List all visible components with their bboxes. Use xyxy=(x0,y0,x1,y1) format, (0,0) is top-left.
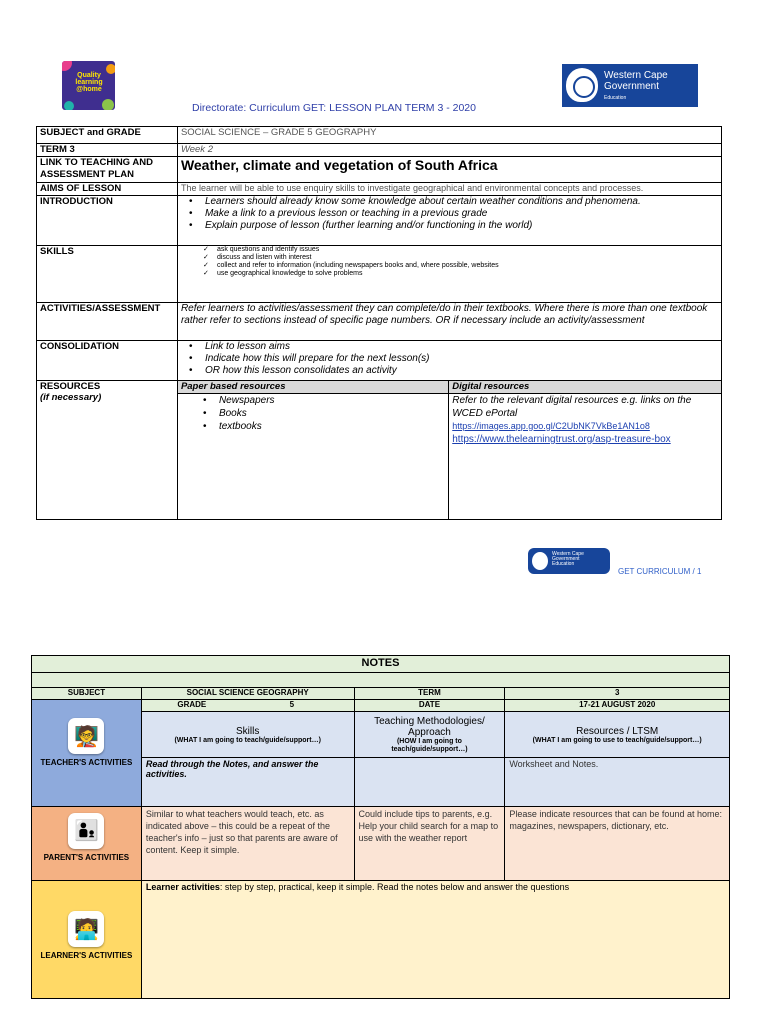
table-row: CONSOLIDATION • Link to lesson aims • Indicate how this will prepare for the next lesson(s) • OR how this lesson consolidates an activity xyxy=(37,340,722,380)
list-item: • Make a link to a previous lesson or teaching in a previous grade xyxy=(189,208,718,220)
table-row: 👨‍👦 PARENT'S ACTIVITIES Similar to what teachers would teach, etc. as indicated above – this could be a repeat of the teacher's info – just so that parents are aware of content. Keep it simple. Could include tips to parents, e.g. Help your child search for a map to use with the weather report Please indicate resources that can be found at home: magazines, newspapers, dictionary, etc. xyxy=(32,807,730,881)
list-item: ✓ collect and refer to information (including newspapers books and, where possible, websites xyxy=(203,262,718,270)
list-item: ✓ use geographical knowledge to solve problems xyxy=(203,270,718,278)
list-item: • OR how this lesson consolidates an activity xyxy=(189,365,718,377)
digital-resource-link[interactable]: https://www.thelearningtrust.org/asp-treasure-box xyxy=(452,433,671,445)
table-row: • Newspapers • Books • textbooks Refer to the relevant digital resources e.g. links on the WCED ePortal https://images.app.goo.gl/C2UbNK7VkBe1AN1o8 https://www.thelearningtrust.org/asp-treasure-box xyxy=(37,393,722,519)
notes-table xyxy=(31,655,730,999)
learner-icon: 🧑‍💻 xyxy=(68,911,104,947)
table-row xyxy=(32,656,730,673)
table-row: SUBJECT and GRADE SOCIAL SCIENCE – GRADE 5 GEOGRAPHY xyxy=(37,127,722,144)
table-row: LINK TO TEACHING AND ASSESSMENT PLAN Weather, climate and vegetation of South Africa xyxy=(37,157,722,183)
quality-learning-logo: Quality learning @home xyxy=(62,61,115,110)
table-row: AIMS OF LESSON The learner will be able to use enquiry skills to investigate geographical and environmental concepts and processes. xyxy=(37,183,722,196)
western-cape-government-logo: Western Cape Government Education xyxy=(562,64,698,107)
lesson-plan-table xyxy=(36,126,722,520)
list-item: ✓ discuss and listen with interest xyxy=(203,254,718,262)
lesson-topic: Weather, climate and vegetation of South Africa xyxy=(177,157,721,183)
table-row: ACTIVITIES/ASSESSMENT Refer learners to activities/assessment they can complete/do in their textbooks. Where there is more than one textbook rather refer to sections instead of specific page numbers. OR if necessary include an activity/assessment xyxy=(37,302,722,340)
page-footer: GET CURRICULUM / 1 xyxy=(618,567,702,576)
crest-icon xyxy=(566,68,598,102)
list-item: • textbooks xyxy=(203,420,445,433)
table-row: SKILLS ✓ ask questions and identify issues ✓ discuss and listen with interest ✓ collect and refer to information (including newspapers books and, where possible, websites ✓ use geographical knowledge to solve problems xyxy=(37,245,722,302)
table-row: INTRODUCTION • Learners should already know some knowledge about certain weather conditions and phenomena. • Make a link to a previous lesson or teaching in a previous grade • Explain purpose of lesson (further learning and/or functioning in the world) xyxy=(37,195,722,245)
table-row: RESOURCES (if necessary) Paper based resources Digital resources xyxy=(37,380,722,393)
digital-resource-link[interactable]: https://images.app.goo.gl/C2UbNK7VkBe1AN1o8 xyxy=(452,420,650,431)
list-item: • Books xyxy=(203,407,445,420)
table-row: 🧑‍💻 LEARNER'S ACTIVITIES Learner activities: step by step, practical, keep it simple. Read the notes below and answer the questions xyxy=(32,881,730,999)
list-item: • Indicate how this will prepare for the next lesson(s) xyxy=(189,353,718,365)
list-item: • Newspapers xyxy=(203,394,445,407)
table-row: Skills (WHAT I am going to teach/guide/support…) Teaching Methodologies/ Approach (HOW I am going to teach/guide/support…) Resources / LTSM (WHAT I am going to use to teach/guide/support…) xyxy=(32,712,730,758)
table-row: TERM 3 Week 2 xyxy=(37,144,722,157)
notes-title: NOTES xyxy=(32,656,730,673)
western-cape-footer-logo: Western Cape Government Education xyxy=(528,548,610,574)
table-row xyxy=(32,673,730,688)
list-item: • Explain purpose of lesson (further learning and/or functioning in the world) xyxy=(189,220,718,232)
parent-icon: 👨‍👦 xyxy=(68,813,104,849)
crest-icon xyxy=(532,552,548,570)
list-item: • Learners should already know some knowledge about certain weather conditions and phenomena. xyxy=(189,196,718,208)
directorate-heading: Directorate: Curriculum GET: LESSON PLAN TERM 3 - 2020 xyxy=(192,102,476,114)
teacher-icon: 🧑‍🏫 xyxy=(68,718,104,754)
list-item: • Link to lesson aims xyxy=(189,341,718,353)
list-item: ✓ ask questions and identify issues xyxy=(203,246,718,254)
table-row: 🧑‍🏫 TEACHER'S ACTIVITIES GRADE 5 DATE 17-21 AUGUST 2020 xyxy=(32,700,730,712)
table-row: Read through the Notes, and answer the activities. Worksheet and Notes. xyxy=(32,758,730,807)
table-row: SUBJECT SOCIAL SCIENCE GEOGRAPHY TERM 3 xyxy=(32,688,730,700)
